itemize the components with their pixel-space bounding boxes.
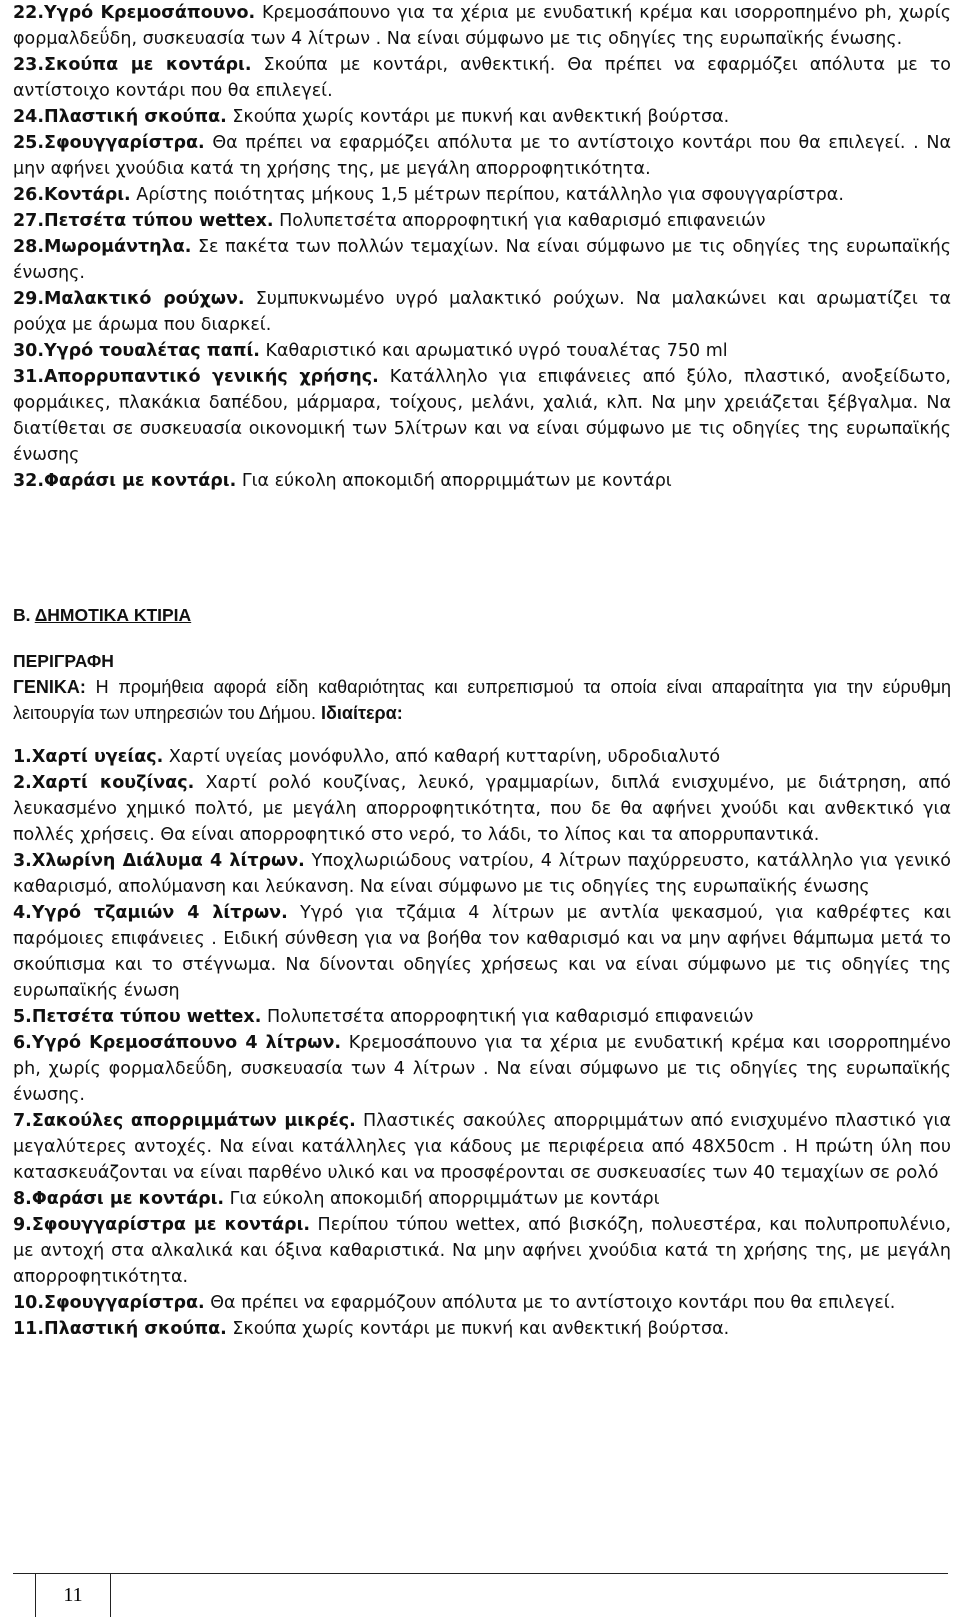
- item-text: Θα πρέπει να εφαρμόζει απόλυτα με το αντίστοιχο κοντάρι που θα επιλεγεί. . Να μην αφήνει χνούδια κατά τη χρήσης της, με μεγάλη απορροφητικότητα.: [13, 133, 951, 179]
- item-text: Υγρό για τζάμια 4 λίτρων με αντλία ψεκασμού, για καθρέφτες και παρόμοιες επιφάνειες . Ειδική σύνθεση για να βοήθα τον καθαρισμό και να μην αφήνει θάμπωμα μετά το σκούπισμα και το στέγνωμα. Να δίνονται οδηγίες χρήσεως και να είναι σύμφωνο με τις οδηγίες της ευρωπαϊκής ένωση: [13, 903, 951, 1001]
- list-item: [13, 130, 951, 182]
- item-text: Συμπυκνωμένο υγρό μαλακτικό ρούχων. Να μαλακώνει και αρωματίζει τα ρούχα με άρωμα που διαρκεί.: [13, 289, 951, 335]
- section-heading: [13, 602, 951, 628]
- list-item: [13, 900, 951, 1004]
- item-text: Θα πρέπει να εφαρμόζουν απόλυτα με το αντίστοιχο κοντάρι που θα επιλεγεί.: [204, 1293, 896, 1313]
- item-title: 6.Υγρό Κρεμοσάπουνο 4 λίτρων.: [13, 1033, 342, 1053]
- list-item: [13, 1290, 951, 1316]
- item-text: Για εύκολη αποκομιδή απορριμμάτων με κοντάρι: [224, 1189, 660, 1209]
- item-title: 29.Μαλακτικό ρούχων.: [13, 289, 245, 309]
- item-text: Χαρτί ρολό κουζίνας, λευκό, γραμμαρίων, διπλά ενισχυμένο, με διάτρηση, από λευκασμένο χημικό πολτό, με μεγάλη απορροφητικότητα, που δε θα αφήνει χνούδι και ανθεκτικό για πολλές χρήσεις. Θα είναι απορροφητικό στο νερό, το λάδι, το λίπος και τα απορρυπαντικά.: [13, 773, 951, 845]
- item-text: Σκούπα χωρίς κοντάρι με πυκνή και ανθεκτική βούρτσα.: [226, 107, 730, 127]
- list-item: [13, 1212, 951, 1290]
- general-label: ΓΕΝΙΚΑ:: [13, 677, 86, 697]
- list-item: [13, 234, 951, 286]
- list-item: [13, 182, 951, 208]
- list-item: [13, 1030, 951, 1108]
- list-item: [13, 744, 951, 770]
- section-title: ΔΗΜΟΤΙΚΑ ΚΤΙΡΙΑ: [34, 605, 192, 625]
- item-title: 23.Σκούπα με κοντάρι.: [13, 55, 252, 75]
- section-letter: Β.: [13, 605, 31, 625]
- item-text: Πολυπετσέτα απορροφητική για καθαρισμό επιφανειών: [261, 1007, 754, 1027]
- page-number: 11: [35, 1573, 111, 1617]
- item-text: Για εύκολη αποκομιδή απορριμμάτων με κοντάρι: [236, 471, 672, 491]
- item-text: Πολυπετσέτα απορροφητική για καθαρισμό επιφανειών: [273, 211, 766, 231]
- list-item: [13, 848, 951, 900]
- list-item: [13, 338, 951, 364]
- particularly-label: Ιδιαίτερα:: [320, 703, 403, 723]
- list-item: [13, 1004, 951, 1030]
- item-text: Πλαστικές σακούλες απορριμμάτων από ενισχυμένο πλαστικό για μεγαλύτερες αντοχές. Να είναι κατάλληλες για κάδους με περιφέρεια από 48Χ50cm . Η πρώτη ύλη που κατασκευάζονται να είναι παρθένο υλικό και να προσφέρονται σε συσκευασίες των 40 τεμαχίων σε ρολό: [13, 1111, 951, 1183]
- general-text: Η προμήθεια αφορά είδη καθαριότητας και ευπρεπισμού τα οποία είναι απαραίτητα για την εύρυθμη λειτουργία των υπηρεσιών του Δήμου.: [13, 677, 951, 723]
- items-list-top: [13, 0, 951, 494]
- item-text: Περίπου τύπου wettex, από βισκόζη, πολυεστέρα, και πολυπροπυλένιο, με αντοχή στα αλκαλικά και όξινα καθαριστικά. Να μην αφήνει χνούδια κατά τη χρήσης της, με μεγάλη απορροφητικότητα.: [13, 1215, 952, 1287]
- item-title: 8.Φαράσι με κοντάρι.: [13, 1189, 225, 1209]
- document-page: [13, 0, 951, 1342]
- item-title: 32.Φαράσι με κοντάρι.: [13, 471, 237, 491]
- item-title: 1.Χαρτί υγείας.: [13, 747, 164, 767]
- item-title: 3.Χλωρίνη Διάλυμα 4 λίτρων.: [13, 851, 305, 871]
- item-title: 27.Πετσέτα τύπου wettex.: [13, 211, 274, 231]
- item-text: Αρίστης ποιότητας μήκους 1,5 μέτρων περίπου, κατάλληλο για σφουγγαρίστρα.: [130, 185, 844, 205]
- list-item: [13, 468, 951, 494]
- item-title: 28.Μωρομάντηλα.: [13, 237, 192, 257]
- item-text: Υποχλωριώδους νατρίου, 4 λίτρων παχύρρευστο, κατάλληλο για γενικό καθαρισμό, απολύμανση και λεύκανση. Να είναι σύμφωνο με τις οδηγίες της ευρωπαϊκής ένωσης: [13, 851, 951, 897]
- item-title: 24.Πλαστική σκούπα.: [13, 107, 227, 127]
- item-title: 7.Σακούλες απορριμμάτων μικρές.: [13, 1111, 356, 1131]
- item-title: 26.Κοντάρι.: [13, 185, 131, 205]
- item-title: 30.Υγρό τουαλέτας παπί.: [13, 341, 260, 361]
- item-text: Χαρτί υγείας μονόφυλλο, από καθαρή κυτταρίνη, υδροδιαλυτό: [163, 747, 721, 767]
- item-text: Κατάλληλο για επιφάνειες από ξύλο, πλαστικό, ανοξείδωτο, φορμάικες, πλακάκια δαπέδου, μάρμαρα, τοίχους, μελάνι, χαλιά, κλπ. Να μην χρειάζεται ξέβγαλμα. Να διατίθεται σε συσκευασία οικονομική των 5λίτρων και να είναι σύμφωνο με τις οδηγίες της ευρωπαϊκής ένωσης: [13, 367, 951, 465]
- page-footer: [13, 1573, 948, 1617]
- list-item: [13, 770, 951, 848]
- items-list-bottom: [13, 744, 951, 1342]
- item-title: 22.Υγρό Κρεμοσάπουνο.: [13, 3, 256, 23]
- description-heading: ΠΕΡΙΓΡΑΦΗ: [13, 651, 114, 671]
- item-title: 9.Σφουγγαρίστρα με κοντάρι.: [13, 1215, 311, 1235]
- item-text: Σκούπα με κοντάρι, ανθεκτική. Θα πρέπει να εφαρμόζει απόλυτα με το αντίστοιχο κοντάρι που θα επιλεγεί.: [13, 55, 951, 101]
- general-paragraph: [13, 674, 951, 726]
- item-title: 2.Χαρτί κουζίνας.: [13, 773, 195, 793]
- list-item: [13, 1316, 951, 1342]
- item-text: Καθαριστικό και αρωματικό υγρό τουαλέτας 750 ml: [259, 341, 728, 361]
- list-item: [13, 1108, 951, 1186]
- list-item: [13, 208, 951, 234]
- footer-rule: [13, 1573, 948, 1574]
- list-item: [13, 286, 951, 338]
- list-item: [13, 52, 951, 104]
- item-text: Σκούπα χωρίς κοντάρι με πυκνή και ανθεκτική βούρτσα.: [226, 1319, 730, 1339]
- item-title: 25.Σφουγγαρίστρα.: [13, 133, 205, 153]
- list-item: [13, 1186, 951, 1212]
- item-text: Κρεμοσάπουνο για τα χέρια με ενυδατική κρέμα και ισορροπημένο ph, χωρίς φορμαλδεΰδη, συσκευασία των 4 λίτρων . Να είναι σύμφωνο με τις οδηγίες της ευρωπαϊκής ένωσης.: [13, 1033, 952, 1105]
- item-text: Σε πακέτα των πολλών τεμαχίων. Να είναι σύμφωνο με τις οδηγίες της ευρωπαϊκής ένωσης.: [13, 237, 951, 283]
- list-item: [13, 364, 951, 468]
- item-title: 10.Σφουγγαρίστρα.: [13, 1293, 205, 1313]
- item-title: 5.Πετσέτα τύπου wettex.: [13, 1007, 262, 1027]
- item-title: 31.Απορρυπαντικό γενικής χρήσης.: [13, 367, 379, 387]
- item-title: 11.Πλαστική σκούπα.: [13, 1319, 227, 1339]
- list-item: [13, 104, 951, 130]
- item-title: 4.Υγρό τζαμιών 4 λίτρων.: [13, 903, 288, 923]
- item-text: Κρεμοσάπουνο για τα χέρια με ενυδατική κρέμα και ισορροπημένο ph, χωρίς φορμαλδεΰδη, συσκευασία των 4 λίτρων . Να είναι σύμφωνο με τις οδηγίες της ευρωπαϊκής ένωσης.: [13, 3, 952, 49]
- list-item: [13, 0, 951, 52]
